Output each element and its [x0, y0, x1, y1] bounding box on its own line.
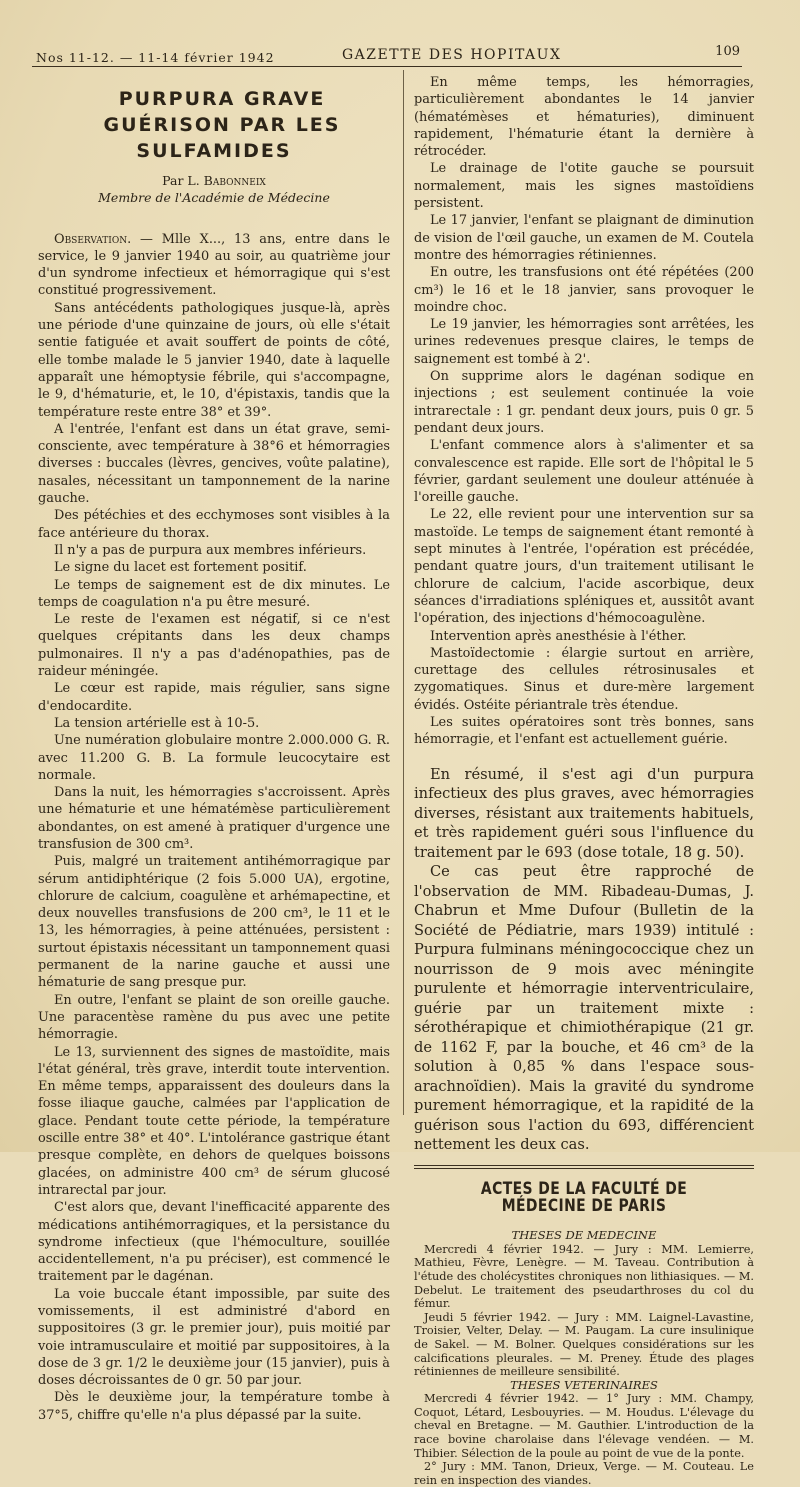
paragraph: En outre, l'enfant se plaint de son oreille gauche. Une paracentèse ramène du pus avec une petite hémorragie. [38, 992, 390, 1043]
paragraph: Le cœur est rapide, mais régulier, sans signe d'endocardite. [38, 681, 390, 714]
paragraph: C'est alors que, devant l'inefficacité apparente des médications antihémorragiques, et la persistance du syndrome infectieux (que l'hémoculture, souillée accidentellement, n'a pu préciser), est commencé le traitement par le dagénan. [38, 1200, 390, 1285]
paragraph: En même temps, les hémorragies, particulièrement abondantes le 14 janvier (hématémèses et hématuries), diminuent rapidement, l'hématurie étant la dernière à rétrocéder. [414, 75, 754, 160]
paragraph: La voie buccale étant impossible, par suite des vomissements, il est administré d'abord en suppositoires (3 gr. le premier jour), puis moitié par voie intramusculaire et moitié par suppositoires, à la dose de 3 gr. 1/2 le deuxième jour (15 janvier), puis à doses décroissantes de 0 gr. 50 par jour. [38, 1286, 390, 1389]
paragraph: Intervention après anesthésie à l'éther. [430, 628, 687, 644]
paragraph: Dans la nuit, les hémorragies s'accroissent. Après une hématurie et une hématémèse particulièrement abondantes, on est amené à pratiquer d'urgence une transfusion de 300 cm³. [38, 785, 390, 852]
paragraph: L'enfant commence alors à s'alimenter et sa convalescence est rapide. Elle sort de l'hôpital le 5 février, gardant seulement une douleur atténuée à l'oreille gauche. [414, 438, 754, 506]
article-title-line2: GUÉRISON PAR LES SULFAMIDES [103, 114, 341, 162]
paragraph-text: — Mlle X..., 13 ans, entre dans le service, le 9 janvier 1940 au soir, au quatrième jour d'un syndrome infectieux et hémorragique qui s'est constitué progressivement. [38, 231, 390, 299]
article-title-line1: PURPURA GRAVE [118, 88, 326, 110]
paragraph: Le 17 janvier, l'enfant se plaignant de diminution de vision de l'œil gauche, un examen de M. Coutela montre des hémorragies rétiniennes. [414, 213, 754, 263]
page-header [32, 44, 768, 68]
theses-medecine-list [414, 1243, 754, 1379]
thesis-entry: Jeudi 5 février 1942. — Jury : MM. Laignel-Lavastine, Troisier, Velter, Delay. — M. Paugam. La cure insulinique de Sakel. — M. Bolner. Quelques considérations sur les calcifications pleurales. — M. Preney. Étude des plages rétiniennes de meilleure sensibilité. [414, 1310, 754, 1379]
column-divider [403, 70, 404, 1115]
summary-paragraph: Ce cas peut être rapproché de l'observation de MM. Ribadeau-Dumas, J. Chabrun et Mme Dufour (Bulletin de la Société de Pédiatrie, mars 1939) intitulé : Purpura fulminans méningococcique chez un nourrisson de 9 mois avec méningite purulente et hémorragie interventriculaire, guérie par un traitement mixte : sérothérapique et chimiothérapique (21 gr. de 1162 F, par la bouche, et 46 cm³ de la solution à 0,85 % dans l'espace sous-arachnoïdien). Mais la gravité du syndrome purement hémorragique, et la rapidité de la guérison sous l'action du 693, différencient nettement les deux cas. [414, 863, 754, 1154]
paragraph: Sans antécédents pathologiques jusque-là, après une période d'une quinzaine de jours, où elle s'était sentie fatiguée et avait souffert de points de côté, elle tombe malade le 5 janvier 1940, date à laquelle apparaît une hémoptysie fébrile, qui s'accompagne, le 9, d'hématurie, et, le 10, d'épistaxis, tandis que la température reste entre 38° et 39°. [38, 300, 390, 420]
left-column [38, 86, 390, 1424]
paragraph: Le 22, elle revient pour une intervention sur sa mastoïde. Le temps de saignement étant remonté à sept minutes à l'entrée, l'opération est précédée, pendant quatre jours, d'un traitement utilisant le chlorure de calcium, l'acide ascorbique, deux séances d'irradiations spléniques et, aussitôt avant l'opération, des injections d'hémocoagulène. [414, 507, 754, 627]
byline [38, 172, 390, 189]
header-rule [32, 66, 742, 67]
observation-text [38, 231, 390, 1424]
paragraph: Mastoïdectomie : élargie surtout en arrière, curettage des cellules rétrosinusales et zygomatiques. Sinus et dure-mère largement évidés. Ostéite périantrale très étendue. [414, 645, 754, 713]
actes-title: ACTES DE LA FACULTÉ DE MÉDECINE DE PARIS [480, 1178, 688, 1216]
paragraph: Dès le deuxième jour, la température tombe à 37°5, chiffre qu'elle n'a plus dépassé par la suite. [38, 1390, 390, 1423]
byline-prefix: Par L. [162, 173, 204, 188]
paragraph [38, 231, 390, 300]
observation-label: Observation. [54, 231, 132, 247]
theses-veterinaires-heading: THESES VETERINAIRES [510, 1377, 658, 1392]
summary-paragraph: En résumé, il s'est agi d'un purpura infectieux des plus graves, avec hémorragies diverses, résistant aux traitements habituels, et très rapidement guéri sous l'influence du traitement par le 693 (dose totale, 18 g. 50). [414, 765, 754, 861]
thesis-entry: Mercredi 4 février 1942. — Jury : MM. Lemierre, Mathieu, Fèvre, Lenègre. — M. Taveau. Contribution à l'étude des cholécystites chroniques non lithiasiques. — M. Debelut. Le traitement des pseudarthroses du col du fémur. [414, 1242, 754, 1311]
paragraph: Une numération globulaire montre 2.000.000 G. R. avec 11.200 G. B. La formule leucocytaire est normale. [38, 733, 390, 783]
page-number: 109 [715, 44, 740, 59]
paragraph: Le temps de saignement est de dix minutes. Le temps de coagulation n'a pu être mesuré. [38, 577, 390, 610]
issue-number: Nos 11-12. — 11-14 février 1942 [36, 50, 275, 65]
thesis-entry: Mercredi 4 février 1942. — 1° Jury : MM. Champy, Coquot, Létard, Lesbouyries. — M. Houdus. L'élevage du cheval en Bretagne. — M. Gauthier. L'introduction de la race bovine charolaise dans l'élevage vendéen. — M. Thibier. Sélection de la poule au point de vue de la ponte. [414, 1392, 754, 1460]
right-column [414, 74, 754, 1487]
paragraph: A l'entrée, l'enfant est dans un état grave, semi-consciente, avec température à 38°6 et hémorragies diverses : buccales (lèvres, gencives, voûte palatine), nasales, nécessitant un tamponnement de la narine gauche. [38, 421, 390, 507]
paragraph: En outre, les transfusions ont été répétées (200 cm³) le 16 et le 18 janvier, sans provoquer le moindre choc. [414, 265, 754, 315]
observation-continued [414, 74, 754, 749]
theses-veterinaires-list [414, 1392, 754, 1487]
summary-text [414, 765, 754, 1155]
paragraph: Des pétéchies et des ecchymoses sont visibles à la face antérieure du thorax. [38, 508, 390, 541]
thesis-entry: 2° Jury : MM. Tanon, Drieux, Verge. — M. Couteau. Le rein en inspection des viandes. [414, 1460, 754, 1487]
author-name: Babonneix [203, 173, 266, 188]
paragraph: Les suites opératoires sont très bonnes, sans hémorragie, et l'enfant est actuellement guérie. [414, 714, 754, 748]
section-rule [414, 1165, 754, 1169]
author-affiliation: Membre de l'Académie de Médecine [98, 190, 330, 206]
paragraph: Il n'y a pas de purpura aux membres inférieurs. [54, 542, 367, 558]
paragraph: Le reste de l'examen est négatif, si ce n'est quelques crépitants dans les deux champs pulmonaires. Il n'y a pas d'adénopathies, pas de raideur méningée. [38, 612, 390, 680]
paragraph: Puis, malgré un traitement antihémorragique par sérum antidiphtérique (2 fois 5.000 UA), ergotine, chlorure de calcium, coagulène et arhémapectine, et deux nouvelles transfusions de 200 cm³, le 11 et le 13, les hémorragies, à peine atténuées, persistent : surtout épistaxis nécessitant un tamponnement quasi permanent de la narine gauche et aussi une hématurie de sang presque pur. [38, 854, 390, 991]
paragraph: Le drainage de l'otite gauche se poursuit normalement, mais les signes mastoïdiens persistent. [414, 161, 754, 212]
paragraph: Le 13, surviennent des signes de mastoïdite, mais l'état général, très grave, interdit toute intervention. En même temps, apparaissent des douleurs dans la fosse iliaque gauche, calmées par l'application de glace. Pendant toute cette période, la température oscille entre 38° et 40°. L'intolérance gastrique étant presque complète, en dehors de quelques boissons glacées, on administre 400 cm³ de sérum glucosé intrarectal par jour. [38, 1044, 390, 1198]
actes-section [414, 1229, 754, 1487]
paragraph: Le signe du lacet est fortement positif. [54, 560, 307, 576]
theses-medecine-heading: THESES DE MEDECINE [511, 1228, 657, 1243]
paragraph: On supprime alors le dagénan sodique en injections ; est seulement continuée la voie intrarectale : 1 gr. pendant deux jours, puis 0 gr. 5 pendant deux jours. [414, 369, 754, 436]
journal-title: GAZETTE DES HOPITAUX [342, 47, 562, 63]
paragraph: La tension artérielle est à 10-5. [54, 715, 260, 731]
paragraph: Le 19 janvier, les hémorragies sont arrêtées, les urines redevenues presque claires, le temps de saignement est tombé à 2'. [414, 317, 754, 367]
